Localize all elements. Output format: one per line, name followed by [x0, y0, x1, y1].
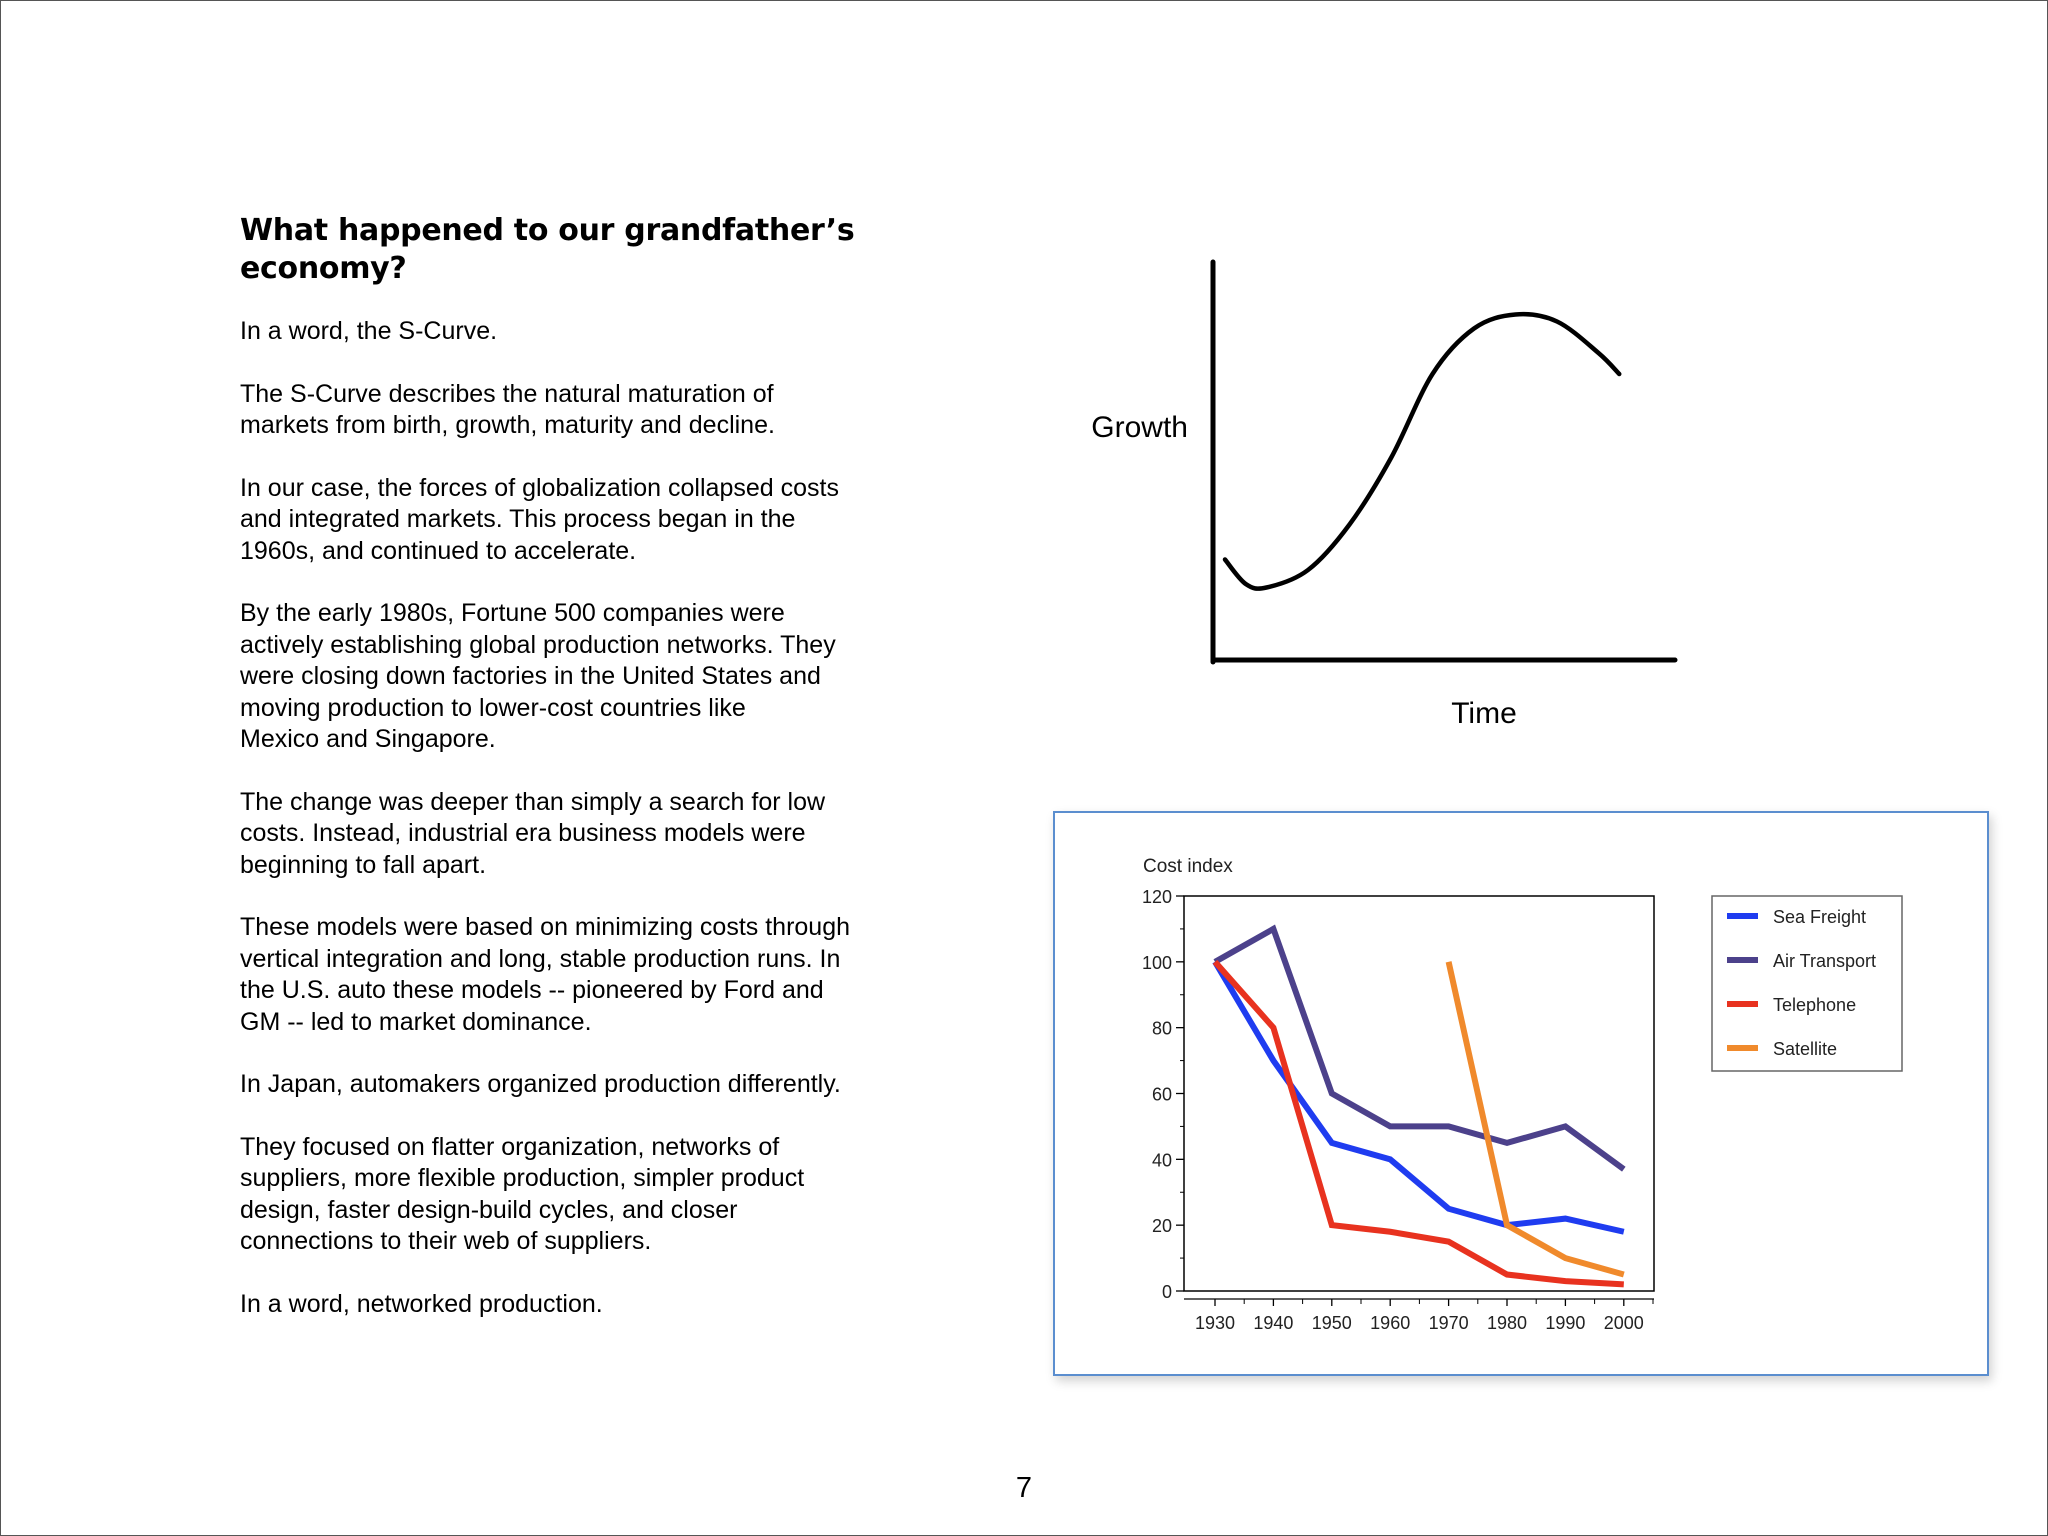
- paragraph-1: In a word, the S-Curve.: [240, 317, 498, 345]
- paragraph-7: In Japan, automakers organized production differently.: [240, 1070, 841, 1098]
- y-tick-label: 80: [1151, 1018, 1172, 1039]
- series-line-telephone: [1215, 962, 1624, 1285]
- s-curve-x-label: Time: [1451, 697, 1517, 730]
- legend-label-satellite: Satellite: [1773, 1039, 1838, 1059]
- x-tick-label: 1980: [1486, 1313, 1528, 1333]
- s-curve-chart: [1070, 250, 1690, 750]
- y-tick-label: 20: [1151, 1216, 1172, 1237]
- cost-index-x-ticks: [1184, 1299, 1654, 1333]
- series-line-sea-freight: [1215, 962, 1624, 1232]
- text-column: [240, 212, 900, 1351]
- y-tick-label: 0: [1161, 1282, 1172, 1302]
- x-tick-label: 1930: [1194, 1313, 1236, 1333]
- legend-label-telephone: Telephone: [1773, 995, 1857, 1015]
- paragraph-9: In a word, networked production.: [240, 1289, 603, 1318]
- cost-index-plot-frame: [1184, 896, 1654, 1291]
- paragraph-4: By the early 1980s, Fortune 500 companies were actively establishing global production networks. They were closing down factories in the United States and moving production to lower-cost countries like Mexico and Singapore.: [240, 599, 836, 753]
- cost-index-y-label: Cost index: [1143, 856, 1233, 877]
- y-tick-label: 120: [1141, 887, 1172, 907]
- paragraph-8: They focused on flatter organization, networks of suppliers, more flexible production, simpler product design, faster design-build cycles, and closer connections to their web of suppliers.: [240, 1132, 805, 1255]
- x-tick-label: 1950: [1311, 1313, 1352, 1333]
- series-line-air-transport: [1215, 929, 1624, 1169]
- x-tick-label: 1970: [1428, 1313, 1469, 1333]
- legend-label-sea-freight: Sea Freight: [1773, 907, 1867, 927]
- paragraph-2: The S-Curve describes the natural maturation of markets from birth, growth, maturity and decline.: [240, 379, 775, 439]
- x-tick-label: 1960: [1370, 1313, 1411, 1333]
- cost-index-chart-panel: [1053, 811, 1989, 1376]
- x-tick-label: 1940: [1253, 1313, 1294, 1333]
- page-number: 7: [1015, 1472, 1033, 1504]
- paragraph-3: In our case, the forces of globalization collapsed costs and integrated markets. This process began in the 1960s, and continued to accelerate.: [240, 473, 839, 565]
- cost-index-y-ticks: [1142, 887, 1184, 1302]
- paragraph-5: The change was deeper than simply a search for low costs. Instead, industrial era business models were beginning to fall apart.: [240, 787, 826, 879]
- cost-index-chart: [1055, 813, 1987, 1374]
- page-title: What happened to our grandfather’s economy?: [240, 213, 855, 286]
- paragraph-6: These models were based on minimizing costs through vertical integration and long, stable production runs. In the U.S. auto these models -- pioneered by Ford and GM -- led to market dominance.: [240, 913, 851, 1036]
- cost-index-series: [1215, 929, 1624, 1285]
- y-tick-label: 40: [1151, 1150, 1172, 1171]
- x-tick-label: 2000: [1603, 1313, 1644, 1333]
- x-tick-label: 1990: [1545, 1313, 1586, 1333]
- y-tick-label: 100: [1141, 952, 1172, 973]
- y-tick-label: 60: [1151, 1084, 1172, 1105]
- s-curve-y-label: Growth: [1091, 411, 1188, 444]
- legend-label-air-transport: Air Transport: [1773, 951, 1877, 971]
- s-curve-line: [1225, 314, 1619, 589]
